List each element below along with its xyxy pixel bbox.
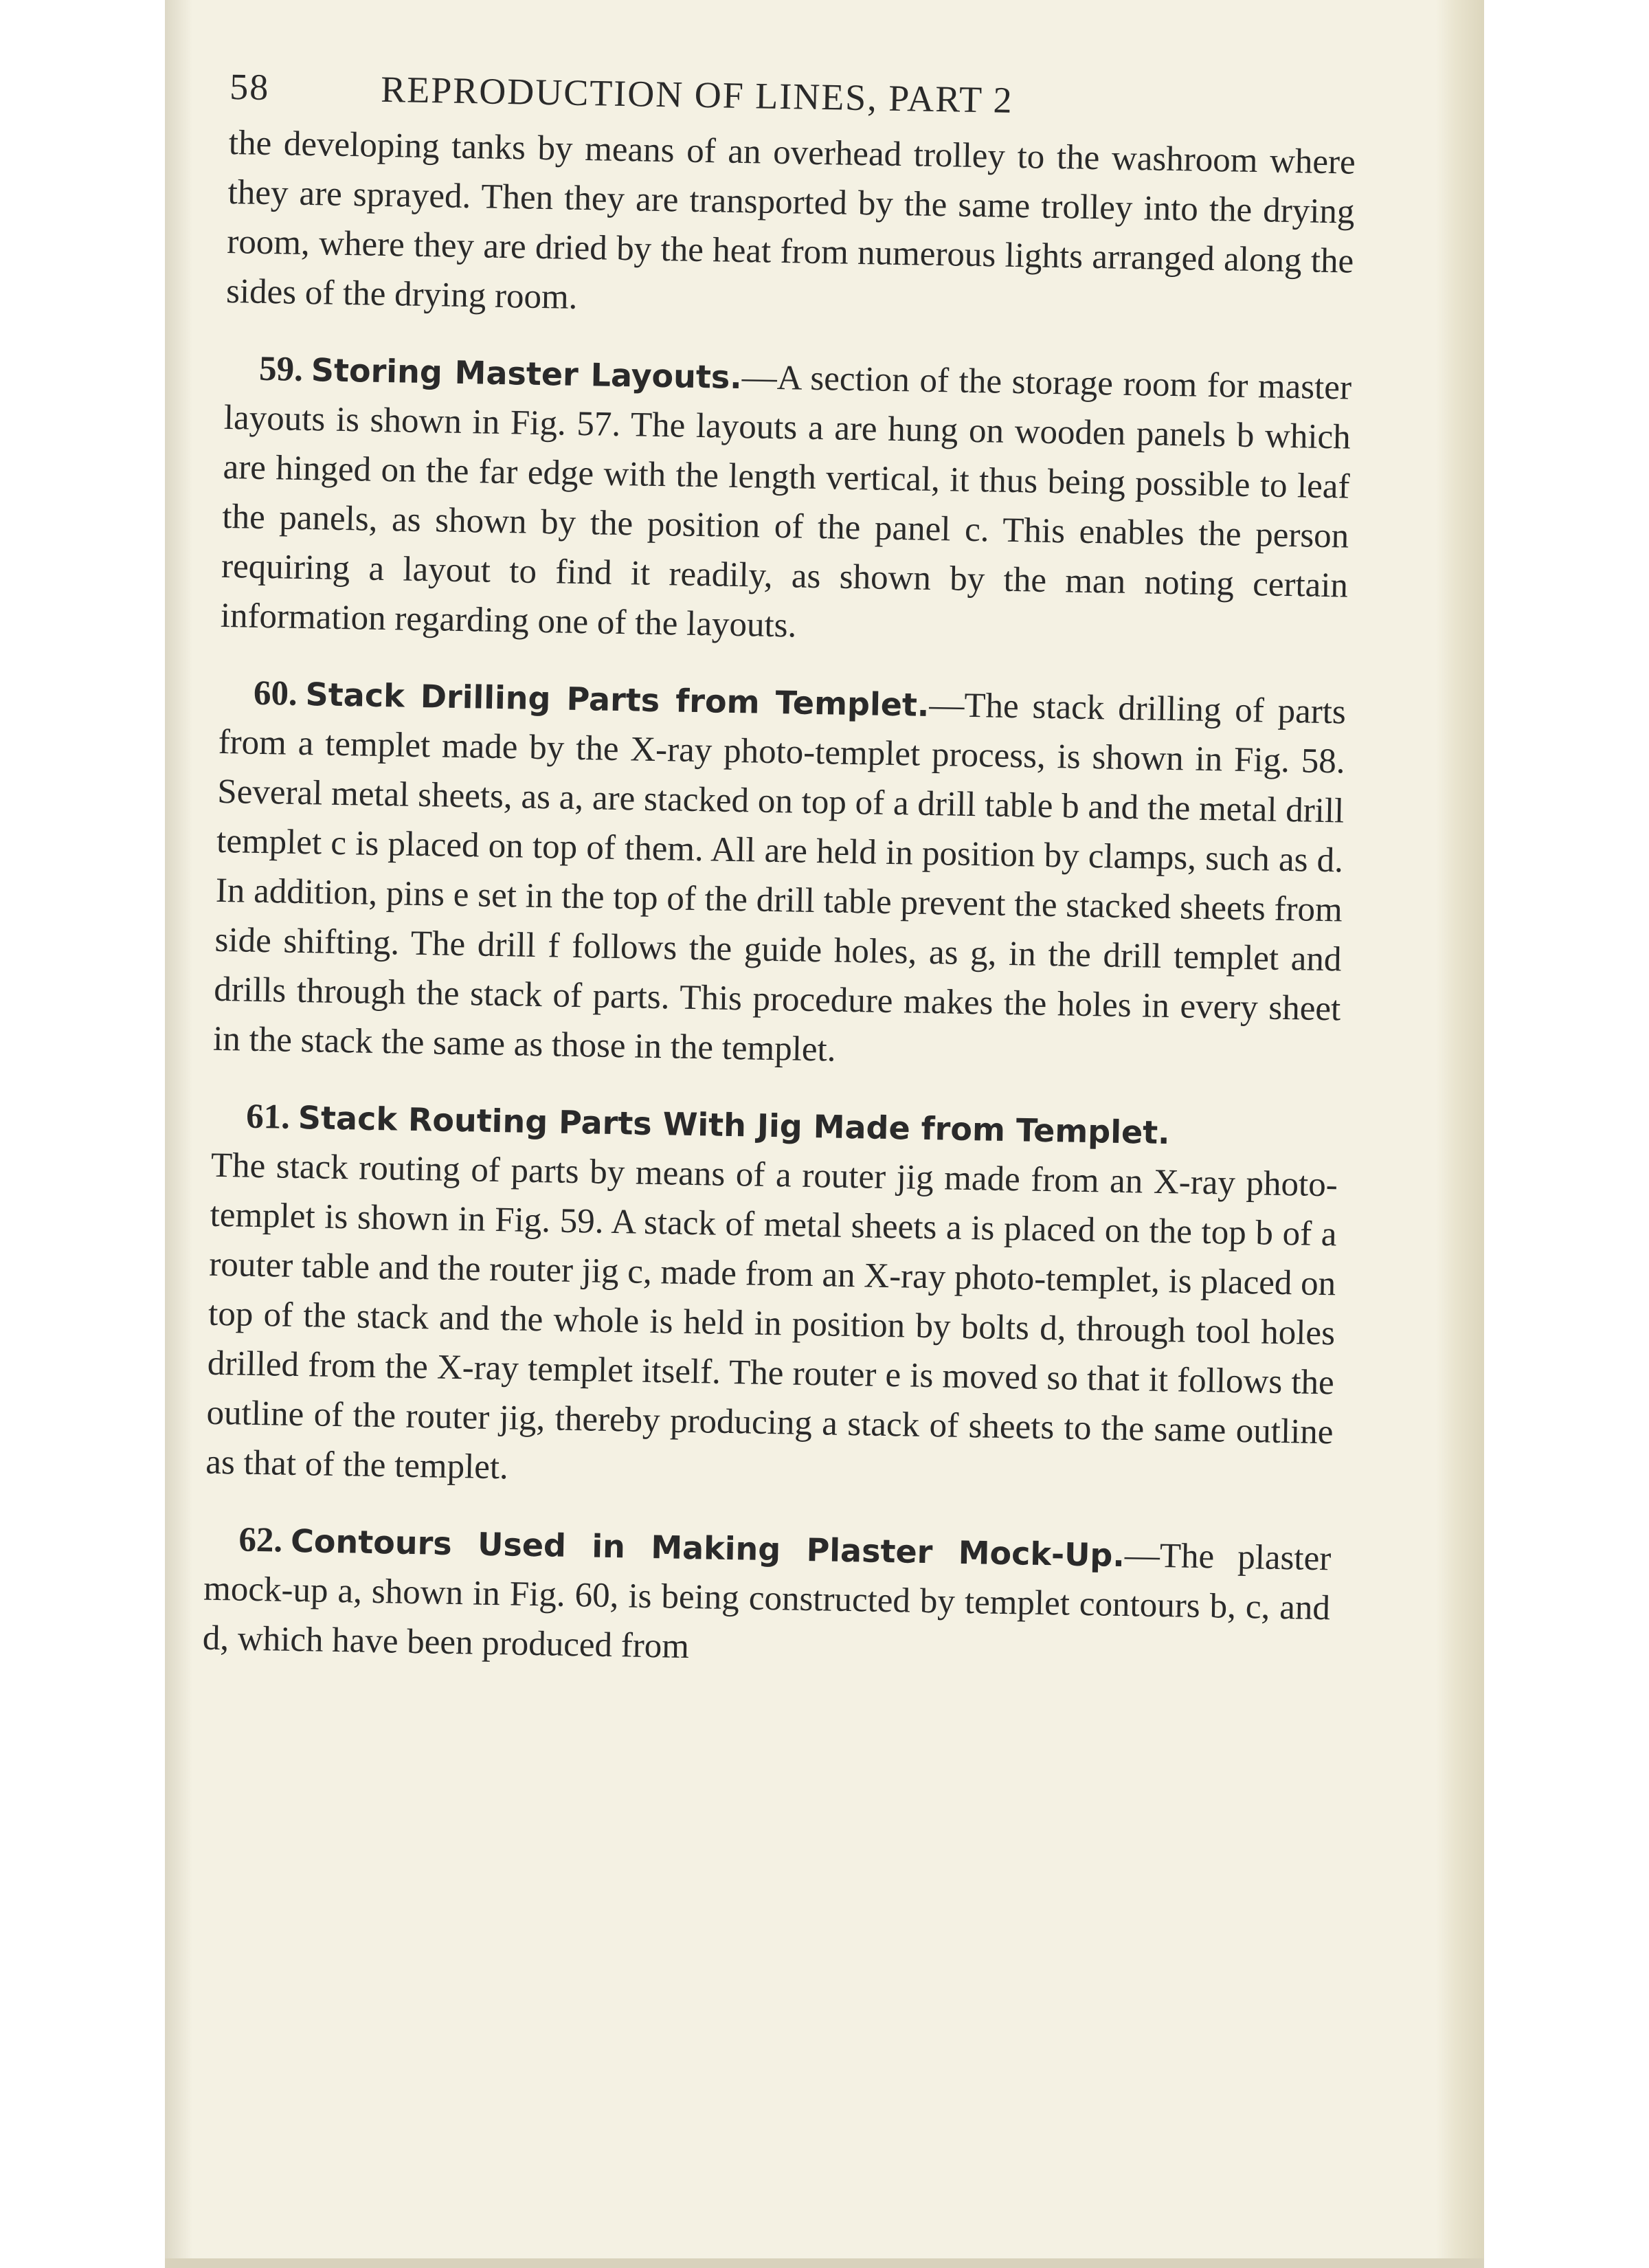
paragraph-62 (202, 1515, 1332, 1683)
paragraph-number: 62. (238, 1520, 283, 1560)
paragraph-body: —A section of the storage room for master layouts is shown in Fig. 57. The layouts a are hung on wooden panels b which are hinged on the far edge with the length vertical, it thus being possible to leaf the panels, as shown by the position of the panel c. This enables the person requiring a layout to find it readily, as shown by the man noting certain information regarding one of the layouts. (220, 358, 1352, 645)
paragraph-heading: Stack Routing Parts With Jig Made from Templet. (298, 1098, 1171, 1152)
page-edge-right (1436, 0, 1484, 2268)
page-number: 58 (229, 65, 270, 109)
paragraph-body: the developing tanks by means of an overhead trolley to the washroom where they are sprayed. Then they are transported by the same trolley into the drying room, where they are dried by the heat from numerous lights arranged along the sides of the drying room. (225, 123, 1356, 317)
paragraph-body: The stack routing of parts by means of a router jig made from an X-ray photo-templet is shown in Fig. 59. A stack of metal sheets a is placed on the top b of a router table and the router jig c, made from an X-ray photo-templet, is placed on top of the stack and the whole is held in position by bolts d, through tool holes drilled from the X-ray templet itself. The router e is moved so that it follows the outline of the router jig, thereby producing a stack of sheets to the same outline as that of the templet. (205, 1146, 1338, 1487)
paragraph-number: 61. (245, 1097, 291, 1137)
paragraph-60 (213, 668, 1347, 1084)
page-text-block (202, 62, 1357, 1710)
running-title: REPRODUCTION OF LINES, PART 2 (380, 68, 1014, 121)
paragraph-number: 60. (253, 674, 298, 713)
paragraph-number: 59. (258, 349, 304, 389)
paragraph-body: —The plaster mock-up a, shown in Fig. 60, is being constructed by templet contours b, c, and d, which have been produced from (202, 1536, 1332, 1667)
scanned-page (165, 0, 1484, 2268)
paragraph-61 (205, 1091, 1339, 1507)
paragraph-heading: Storing Master Layouts. (311, 351, 743, 397)
page-edge-bottom (165, 2258, 1484, 2268)
paragraph-body: —The stack drilling of parts from a templet made by the X-ray photo-templet process, is shown in Fig. 58. Several metal sheets, as a, are stacked on top of a drill table b and the metal drill templet c is placed on top of them. All are held in position by clamps, such as d. In addition, pins e set in the top of the drill table prevent the stacked sheets from side shifting. The drill f follows the guide holes, as g, in the drill templet and drills through the stack of parts. This procedure makes the holes in every sheet in the stack the same as those in the templet. (212, 685, 1347, 1069)
paragraph-59 (220, 344, 1351, 660)
page-gutter-shadow (165, 0, 192, 2268)
paragraph-heading: Stack Drilling Parts from Templet. (305, 676, 930, 724)
paragraph-heading: Contours Used in Making Plaster Mock-Up. (290, 1522, 1125, 1575)
paragraph-continuation (226, 118, 1356, 336)
